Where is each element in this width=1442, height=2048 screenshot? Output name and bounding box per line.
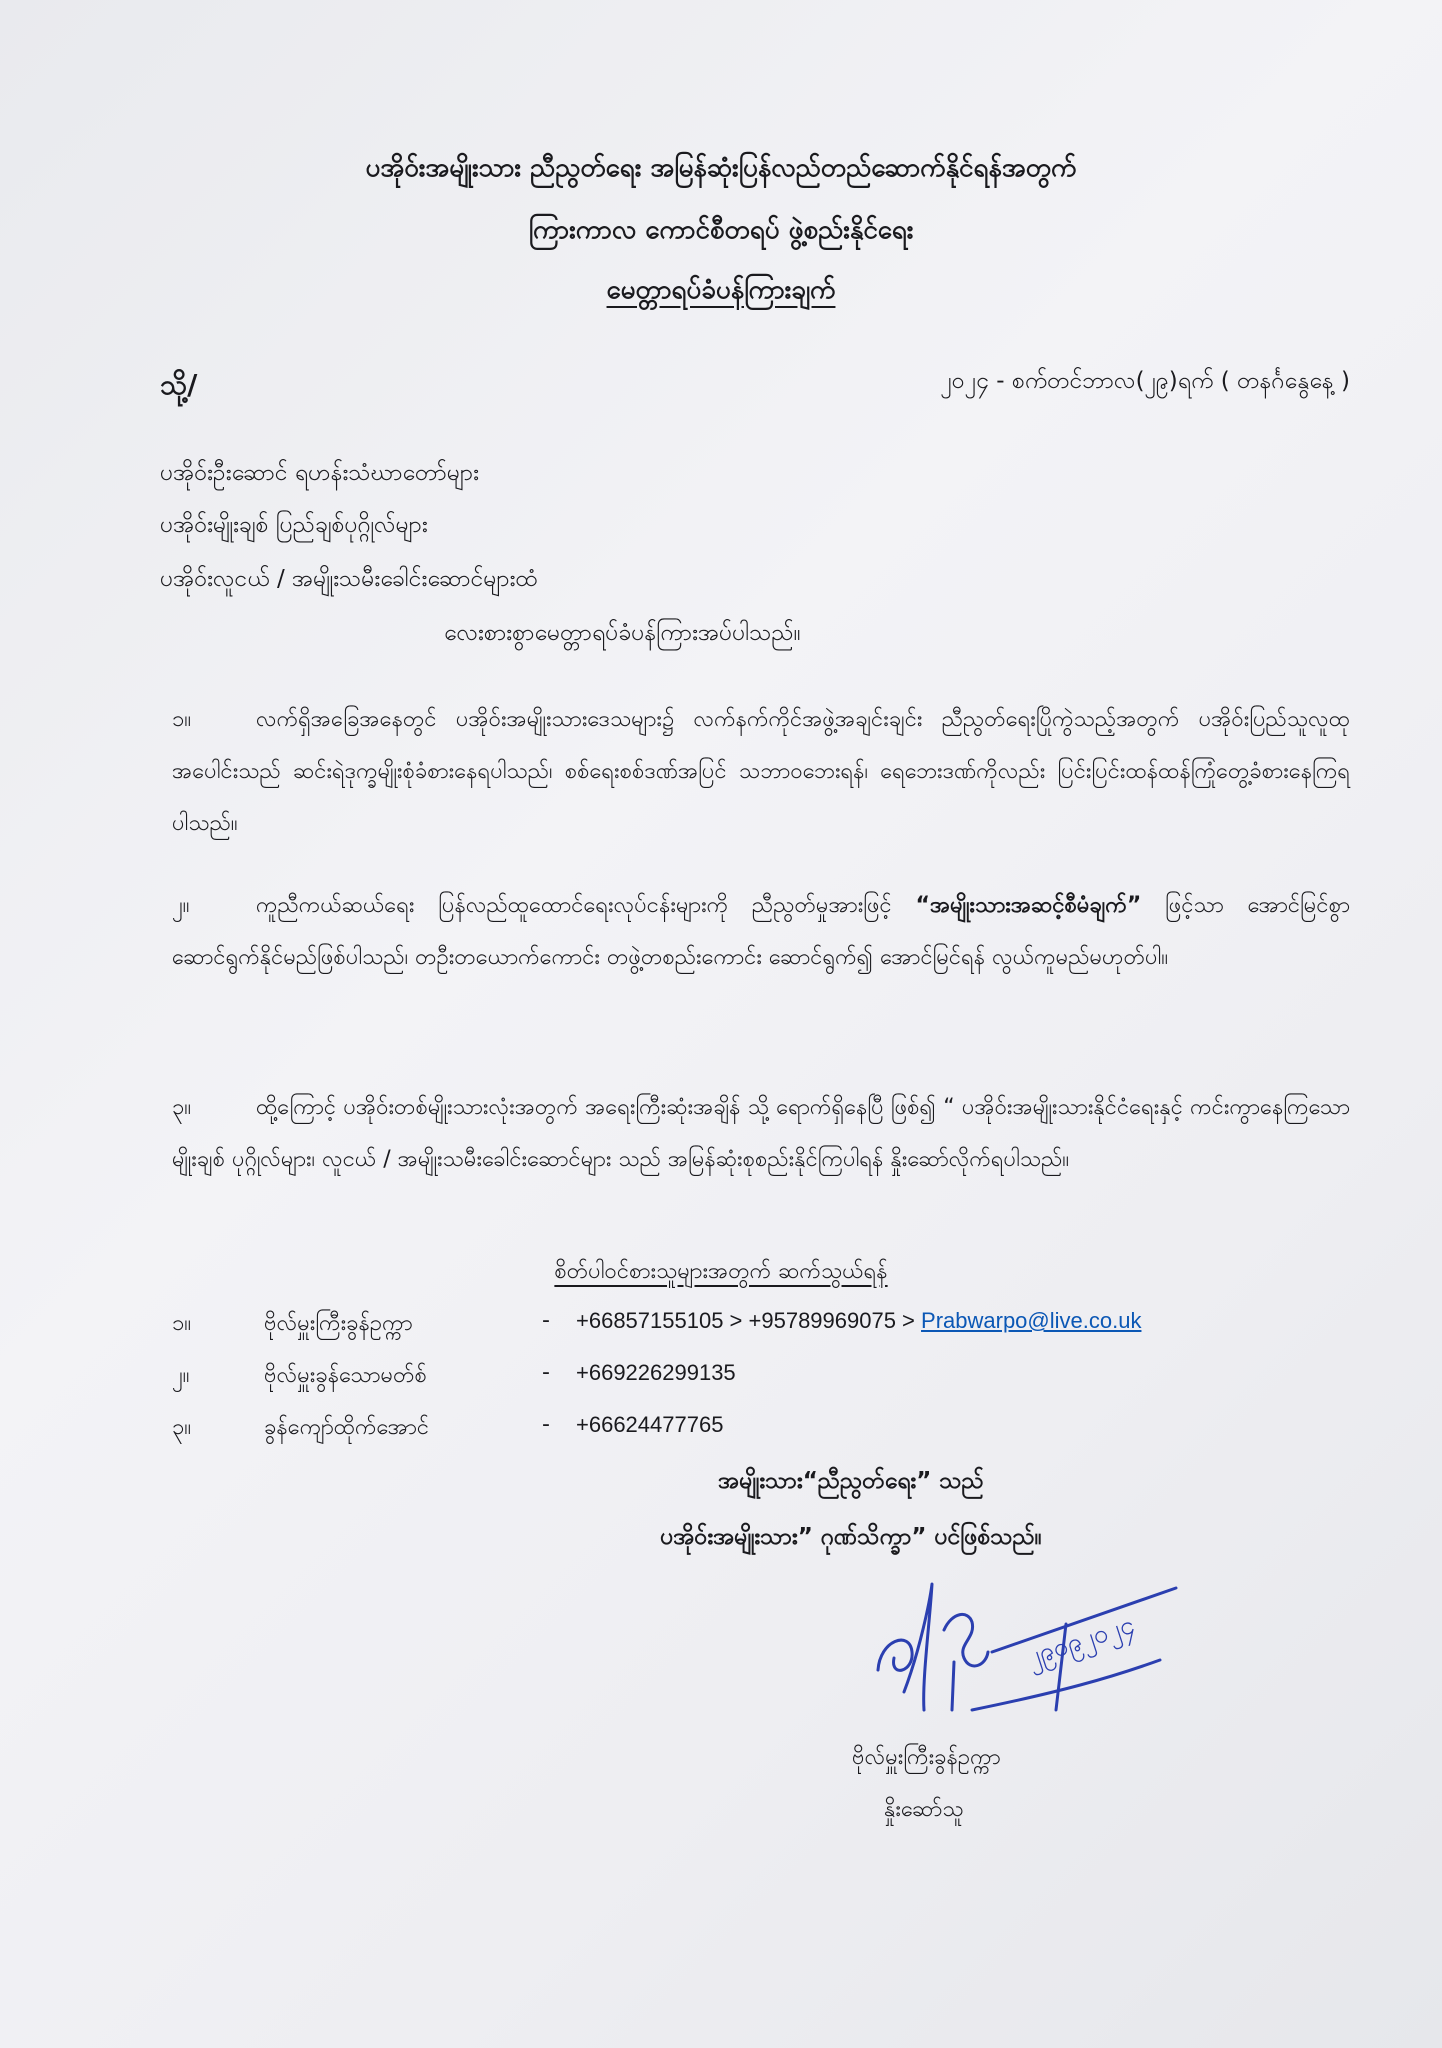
paragraph-number: ၃။	[172, 1095, 192, 1120]
header-line-2: ကြားကာလ ကောင်စီတရပ် ဖွဲ့စည်းနိုင်ရေး	[528, 215, 914, 245]
header-line-3: မေတ္တာရပ်ခံပန်ကြားချက်	[606, 275, 836, 305]
motto-line-2: ပအိုဝ်းအမျိုးသား” ဂုဏ်သိက္ခာ” ပင်ဖြစ်သည်။	[660, 1524, 1042, 1550]
contact-name: ခွန်ကျော်ထိုက်အောင်	[264, 1415, 430, 1440]
paragraph-3	[172, 1082, 1350, 1186]
to-label: သို့/	[160, 368, 198, 401]
paragraph-text-cont: ဖြင့်သာ အောင်မြင်စွာ ဆောင်ရွက်နိုင်မည်ဖြစ်ပါသည်၊ တဦးတယောက်ကောင်း တဖွဲ့တစည်းကောင်း ဆောင်ရွက်၍ အောင်မြင်ရန် လွယ်ကူမည်မဟုတ်ပါ။	[172, 893, 1350, 970]
contact-email-link[interactable]: Prabwarpo@live.co.uk	[921, 1308, 1142, 1333]
contacts-title: စိတ်ပါဝင်စားသူများအတွက် ဆက်သွယ်ရန်	[554, 1259, 888, 1284]
contact-phone: +669226299135	[576, 1360, 736, 1385]
contact-dash: -	[542, 1308, 550, 1333]
signature-date: ၂၉၀၉၂၀၂၄	[1022, 1609, 1139, 1673]
addressee-1: ပအိုဝ်းဦးဆောင် ရဟန်းသံဃာတော်များ	[160, 460, 479, 486]
addressee-2: ပအိုဝ်းမျိုးချစ် ပြည်ချစ်ပုဂ္ဂိုလ်များ	[160, 512, 428, 538]
paragraph-number: ၁။	[172, 707, 192, 732]
contact-number: ၂။	[172, 1363, 190, 1388]
greeting: လေးစားစွာမေတ္တာရပ်ခံပန်ကြားအပ်ပါသည်။	[444, 620, 801, 646]
paragraph-number: ၂။	[172, 893, 190, 918]
contact-name: ဗိုလ်မှူးကြီးခွန်ဥက္ကာ	[264, 1311, 413, 1336]
handwritten-signature	[860, 1560, 1220, 1760]
paragraph-emphasis: “အမျိုးသားအဆင့်စီမံချက်”	[915, 893, 1142, 918]
paragraph-text: ထို့ကြောင့် ပအိုဝ်းတစ်မျိုးသားလုံးအတွက် အရေးကြီးဆုံးအချိန် သို့ ရောက်ရှိနေပြီ ဖြစ်၍ “ ပအိုဝ်းအမျိုးသားနိုင်ငံရေးနှင့် ကင်းကွာနေကြသော မျိုးချစ် ပုဂ္ဂိုလ်များ၊ လူငယ် / အမျိုးသမီးခေါင်းဆောင်များ သည် အမြန်ဆုံးစုစည်းနိုင်ကြပါရန် နှိုးဆော်လိုက်ရပါသည်။	[172, 1095, 1350, 1172]
paragraph-text: လက်ရှိအခြေအနေတွင် ပအိုဝ်းအမျိုးသားဒေသများ၌ လက်နက်ကိုင်အဖွဲ့အချင်းချင်း ညီညွတ်ရေးပြိုကွဲသည့်အတွက် ပအိုဝ်းပြည်သူလူထုအပေါင်းသည် ဆင်းရဲဒုက္ခမျိုးစုံခံစားနေရပါသည်၊ စစ်ရေးစစ်ဒဏ်အပြင် သဘာဝဘေးရန်၊ ရေဘေးဒဏ်ကိုလည်း ပြင်းပြင်းထန်ထန်ကြုံတွေ့ခံစားနေကြရပါသည်။	[172, 707, 1350, 836]
contact-number: ၃။	[172, 1415, 192, 1440]
paragraph-1	[172, 694, 1350, 850]
contact-phone-text: +66857155105 > +95789969075 >	[576, 1308, 915, 1333]
header-line-1: ပအိုဝ်းအမျိုးသား ညီညွတ်ရေး အမြန်ဆုံးပြန်လည်တည်ဆောက်နိုင်ရန်အတွက်	[365, 153, 1077, 183]
contact-dash: -	[542, 1360, 550, 1385]
contact-dash: -	[542, 1412, 550, 1437]
motto-line-1: အမျိုးသား“ညီညွတ်ရေး” သည်	[718, 1468, 984, 1494]
addressee-3: ပအိုဝ်းလူငယ် / အမျိုးသမီးခေါင်းဆောင်များထံ	[160, 566, 538, 592]
signer-name: ဗိုလ်မှူးကြီးခွန်ဥက္ကာ	[852, 1745, 1001, 1770]
letter-date: ၂၀၂၄ - စက်တင်ဘာလ(၂၉)ရက် ( တနင်္ဂနွေနေ့ )	[940, 368, 1350, 394]
contact-phone: +66624477765	[576, 1412, 724, 1437]
paragraph-text: ကူညီကယ်ဆယ်ရေး ပြန်လည်ထူထောင်ရေးလုပ်ငန်းများကို ညီညွတ်မှုအားဖြင့်	[256, 893, 892, 918]
contact-name: ဗိုလ်မှူးခွန်သောမတ်စ်	[264, 1363, 427, 1388]
contact-phone	[576, 1308, 1141, 1334]
paragraph-2	[172, 880, 1350, 984]
signer-role: နှိုးဆော်သူ	[884, 1797, 964, 1822]
contact-number: ၁။	[172, 1311, 192, 1336]
